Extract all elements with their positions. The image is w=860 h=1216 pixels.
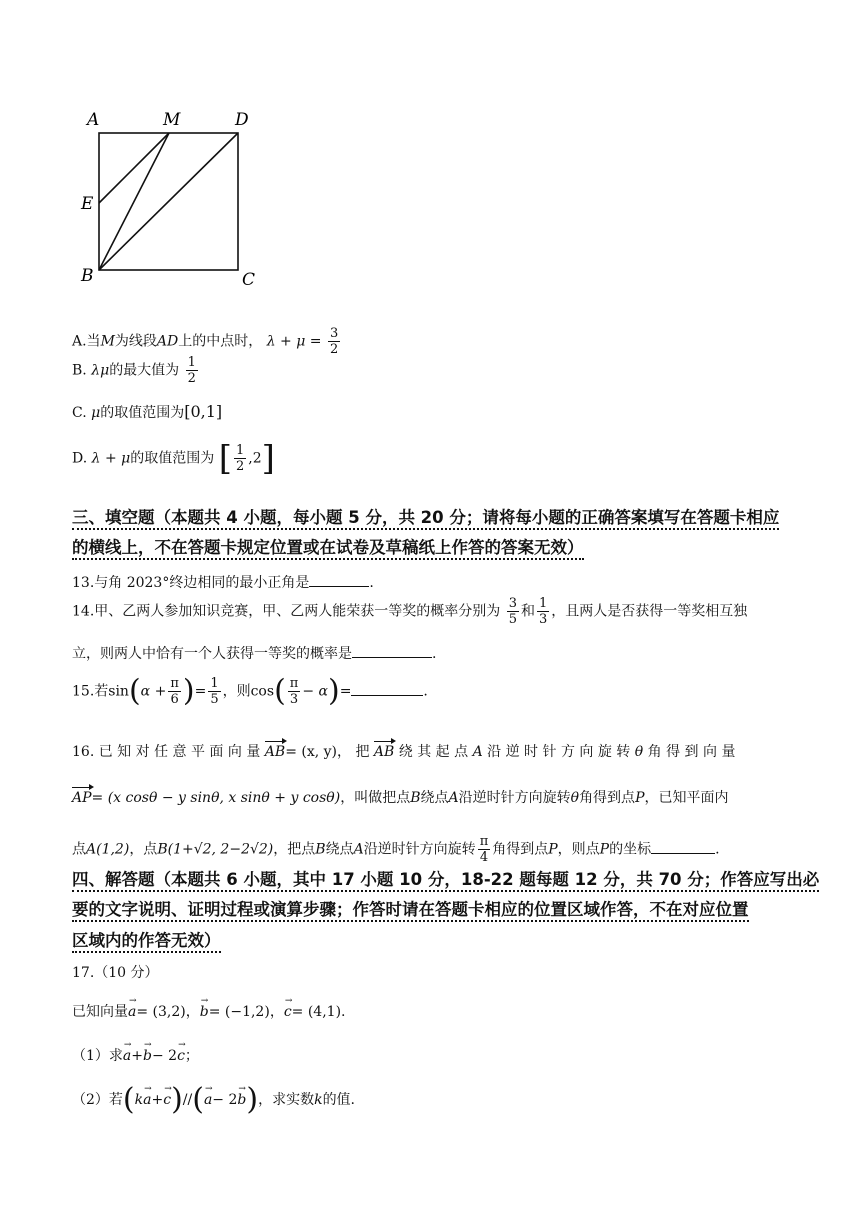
frac-num: 1 xyxy=(539,596,548,611)
q15-inner: α + xyxy=(140,683,167,700)
parallel: // xyxy=(182,1092,193,1108)
q16-point-A-coords: A(1,2) xyxy=(86,841,130,858)
segment-BD xyxy=(99,133,238,270)
option-b-expr: λμ xyxy=(91,362,110,379)
q16-frac-pi4 xyxy=(478,834,491,865)
option-d-fraction xyxy=(234,443,246,474)
left-bracket: [ xyxy=(218,438,232,479)
q17-p2-end: 的值. xyxy=(322,1092,356,1108)
option-a-fraction xyxy=(328,326,340,357)
q16-l1a: 16. 已 知 对 任 意 平 面 向 量 xyxy=(72,744,261,760)
label-E: E xyxy=(81,194,94,214)
option-b-fraction xyxy=(186,355,198,386)
vector-c: c → xyxy=(163,1090,171,1110)
q17-intro-text: 已知向量 xyxy=(72,1004,128,1020)
point-A: A xyxy=(448,790,459,806)
section4-heading-text3: 区域内的作答无效） xyxy=(72,931,221,953)
left-paren: ( xyxy=(192,1082,204,1117)
q13-end: . xyxy=(369,575,374,591)
q17-part2 xyxy=(72,1082,356,1117)
section3-heading-text2: 的横线上，不在答题卡规定位置或在试卷及草稿纸上作答的答案无效） xyxy=(72,538,584,560)
vector-AP: AP xyxy=(72,790,92,806)
q14-frac2 xyxy=(537,596,549,627)
q16-l1c: ， 把 xyxy=(337,744,370,760)
section4-heading-text1: 四、解答题（本题共 6 小题，其中 17 小题 10 分，18-22 题每题 12 分，共 70 分；作答应写出必 xyxy=(72,870,819,892)
point-P: P xyxy=(635,790,645,806)
q15-cos: cos xyxy=(250,683,275,700)
q17-p2-tail: ，求实数 xyxy=(258,1092,315,1108)
q16-l1f: 角 得 到 向 量 xyxy=(647,744,736,760)
point-B: B xyxy=(315,841,326,858)
q16-end: . xyxy=(715,841,720,858)
plus: + xyxy=(131,1048,144,1064)
point-P: P xyxy=(548,841,558,858)
q16-l2f: 角得到点 xyxy=(579,790,636,806)
option-b xyxy=(72,355,200,386)
q16-l2d: 绕点 xyxy=(420,790,449,806)
q16-l3d: 绕点 xyxy=(325,841,354,858)
theta: θ xyxy=(634,744,644,760)
frac-den: 3 xyxy=(289,692,299,707)
q17-header xyxy=(72,963,159,983)
vector-AB: AB xyxy=(264,744,286,760)
frac-den: 6 xyxy=(170,692,179,707)
section4-heading-text2: 要的文字说明、证明过程或演算步骤；作答时请在答题卡相应的位置区域作答，不在对应位置 xyxy=(72,900,749,922)
q15-end: . xyxy=(423,683,428,700)
option-d xyxy=(72,438,275,479)
q15-eq: = xyxy=(194,683,207,700)
k: k xyxy=(134,1092,144,1108)
label-B: B xyxy=(81,266,94,286)
q17-c-eq: = (4,1) xyxy=(291,1004,342,1020)
q13-text: 13.与角 2023°终边相同的最小正角是 xyxy=(72,575,310,591)
q15-eq2: = xyxy=(339,683,352,700)
vector-c: c → xyxy=(177,1046,185,1066)
option-d-prefix: D. xyxy=(72,450,92,467)
q17-b-eq: = (−1,2) xyxy=(208,1004,270,1020)
option-a xyxy=(72,326,342,357)
q16-l3h: 的坐标 xyxy=(609,841,652,858)
question-15 xyxy=(72,673,428,709)
q14-end: . xyxy=(432,646,437,662)
q15-frac-pi3 xyxy=(288,676,301,707)
frac-den: 2 xyxy=(187,371,196,386)
frac-den: 5 xyxy=(508,612,517,627)
k: k xyxy=(314,1092,323,1108)
option-a-expr: λ + μ = xyxy=(266,333,322,350)
q16-l3b: ，点 xyxy=(129,841,158,858)
vector-a: a → xyxy=(204,1090,212,1110)
right-paren: ) xyxy=(182,673,195,709)
q15-frac-15 xyxy=(208,676,220,707)
question-13 xyxy=(72,572,374,593)
theta: θ xyxy=(570,790,580,806)
vector-c: c → xyxy=(284,1002,292,1022)
square-figure xyxy=(75,105,275,290)
frac-num: π xyxy=(479,834,489,849)
option-d-tail: ,2 xyxy=(248,450,262,467)
point-A: A xyxy=(353,841,364,858)
option-b-text: 的最大值为 xyxy=(109,362,180,379)
point-B: B xyxy=(410,790,421,806)
option-c-expr: μ xyxy=(91,405,101,421)
minus-2: − 2 xyxy=(151,1048,178,1064)
section3-heading-line1 xyxy=(72,505,779,531)
q16-l3f: 角得到点 xyxy=(492,841,549,858)
q17-p2-prefix: （2）若 xyxy=(72,1092,123,1108)
question-16-line3 xyxy=(72,834,720,865)
label-C: C xyxy=(242,270,256,290)
question-14-line2 xyxy=(72,643,436,664)
sep: ， xyxy=(269,1004,284,1020)
label-D: D xyxy=(235,110,249,130)
plus: + xyxy=(151,1092,164,1108)
point-P: P xyxy=(599,841,610,858)
option-c-text: 的取值范围为 xyxy=(100,405,185,421)
section3-heading-text1: 三、填空题（本题共 4 小题，每小题 5 分，共 20 分；请将每小题的正确答案填写在答题卡相应 xyxy=(72,508,779,530)
option-b-prefix: B. xyxy=(72,362,92,379)
q13-blank xyxy=(309,572,369,587)
q16-point-B-coords: B(1+√2, 2−2√2) xyxy=(157,841,274,858)
option-a-M: M xyxy=(100,333,115,350)
sep: ， xyxy=(185,1004,200,1020)
option-a-prefix: A.当 xyxy=(72,333,101,350)
q14-text2: ，且两人是否获得一等奖相互独 xyxy=(551,603,748,620)
q16-blank xyxy=(651,839,715,854)
q15-frac-pi6 xyxy=(168,676,181,707)
q17-intro-end: . xyxy=(341,1004,346,1020)
q14-text1: 14.甲、乙两人参加知识竞赛，甲、乙两人能荣获一等奖的概率分别为 xyxy=(72,603,501,620)
vector-a: a → xyxy=(128,1002,136,1022)
vector-AB-2: AB xyxy=(373,744,395,760)
q14-frac1 xyxy=(507,596,519,627)
q16-l1b: = (x, y) xyxy=(285,744,337,760)
label-A: A xyxy=(87,110,100,130)
option-c-range: [0,1] xyxy=(184,402,223,421)
question-14-line1 xyxy=(72,596,747,627)
q16-l3a: 点 xyxy=(72,841,86,858)
q17-p1-prefix: （1）求 xyxy=(72,1048,123,1064)
q15-minus-alpha: − α xyxy=(302,683,328,700)
q15-sin: sin xyxy=(108,683,129,700)
q17-p1-end: ； xyxy=(184,1048,199,1064)
section4-heading-line2 xyxy=(72,897,749,923)
frac-num: π xyxy=(170,676,179,691)
section3-heading-line2 xyxy=(72,535,584,561)
frac-den: 2 xyxy=(235,459,245,474)
frac-num: π xyxy=(289,676,299,691)
vector-a: a → xyxy=(143,1090,151,1110)
q16-l2e: 沿逆时针方向旋转 xyxy=(458,790,571,806)
q16-l2b: = (x cosθ − y sinθ, x sinθ + y cosθ) xyxy=(91,790,341,806)
vector-b: b → xyxy=(200,1002,209,1022)
option-a-AD: AD xyxy=(156,333,179,350)
vector-b: b → xyxy=(237,1090,246,1110)
q16-l2c: ，叫做把点 xyxy=(340,790,411,806)
option-c xyxy=(72,402,222,423)
right-bracket: ] xyxy=(261,438,275,479)
vector-b: b → xyxy=(143,1046,152,1066)
q16-l1d: 绕 其 起 点 xyxy=(398,744,469,760)
option-d-text: 的取值范围为 xyxy=(130,450,215,467)
frac-den: 3 xyxy=(539,612,548,627)
q16-l1e: 沿 逆 时 针 方 向 旋 转 xyxy=(487,744,631,760)
right-paren: ) xyxy=(327,673,340,709)
q14-and: 和 xyxy=(521,603,535,620)
frac-den: 2 xyxy=(329,342,339,357)
segment-EM xyxy=(99,133,169,203)
q16-l3c: ，把点 xyxy=(273,841,316,858)
frac-den: 5 xyxy=(210,692,219,707)
q14-text3: 立，则两人中恰有一个人获得一等奖的概率是 xyxy=(72,646,352,662)
minus-2: − 2 xyxy=(212,1092,238,1108)
frac-den: 4 xyxy=(479,850,489,865)
right-paren: ) xyxy=(171,1082,183,1117)
q16-l3g: ，则点 xyxy=(557,841,600,858)
frac-num: 1 xyxy=(235,443,245,458)
q17-header-text: 17.（10 分） xyxy=(72,965,159,981)
frac-num: 1 xyxy=(210,676,219,691)
q17-intro xyxy=(72,1002,345,1022)
q15-blank xyxy=(351,681,423,696)
q14-blank xyxy=(352,643,432,658)
frac-num: 3 xyxy=(508,596,517,611)
q16-l3e: 沿逆时针方向旋转 xyxy=(363,841,476,858)
segment-BM xyxy=(99,133,169,270)
q16-l2g: ，已知平面内 xyxy=(644,790,729,806)
q17-part1 xyxy=(72,1046,199,1066)
q15-prefix: 15.若 xyxy=(72,683,109,700)
section4-heading-line3 xyxy=(72,928,221,954)
frac-num: 1 xyxy=(187,355,196,370)
left-paren: ( xyxy=(274,673,286,709)
left-paren: ( xyxy=(128,673,141,709)
option-a-mid2: 上的中点时， xyxy=(178,333,263,350)
right-paren: ) xyxy=(246,1082,259,1117)
frac-num: 3 xyxy=(329,326,339,341)
point-A: A xyxy=(472,744,483,760)
option-d-expr: λ + μ xyxy=(91,450,131,467)
left-paren: ( xyxy=(122,1082,135,1117)
section4-heading-line1 xyxy=(72,867,819,893)
option-c-prefix: C. xyxy=(72,405,92,421)
question-16-line1 xyxy=(72,742,792,762)
vector-a: a → xyxy=(123,1046,131,1066)
q15-then: ，则 xyxy=(222,683,251,700)
option-a-mid1: 为线段 xyxy=(114,333,157,350)
question-16-line2 xyxy=(72,788,728,808)
label-M: M xyxy=(163,110,181,130)
q17-a-eq: = (3,2) xyxy=(136,1004,186,1020)
